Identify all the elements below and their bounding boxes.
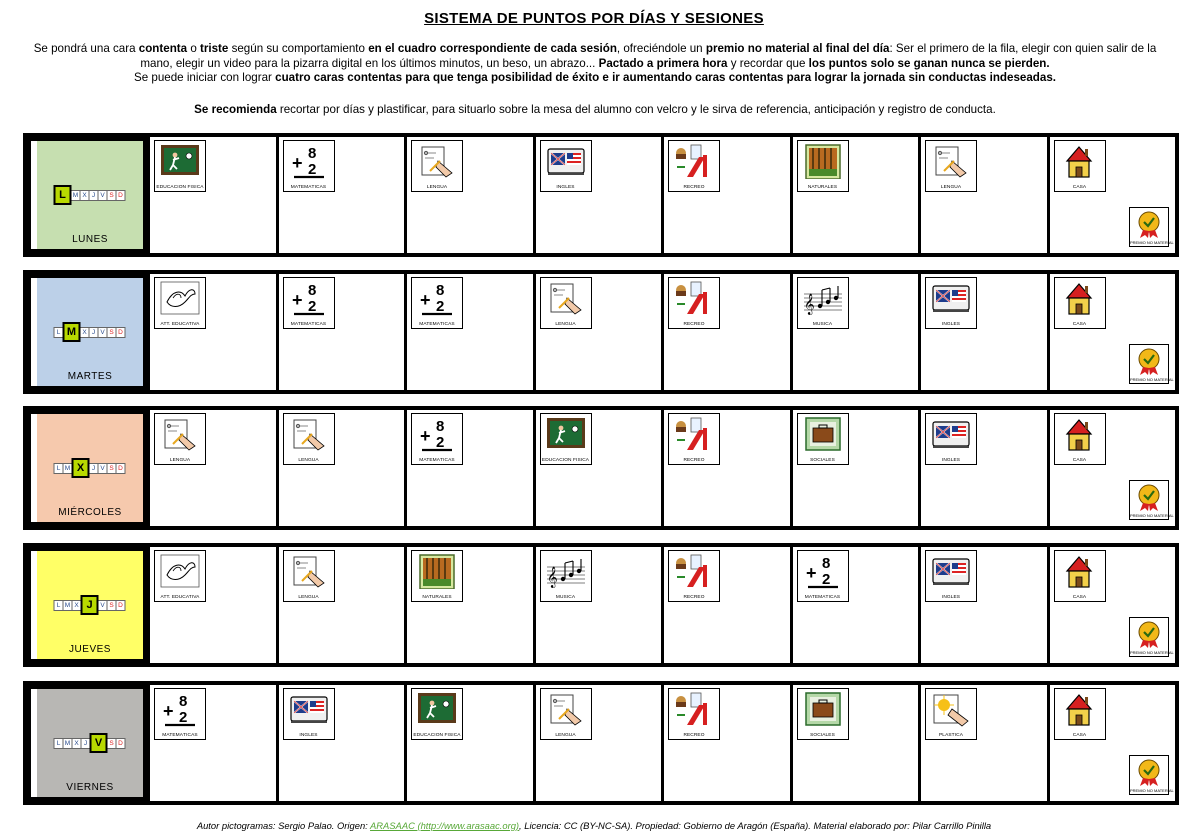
weekday-letter: X bbox=[72, 458, 90, 478]
session-cell[interactable] bbox=[793, 410, 919, 526]
art-pictogram-icon bbox=[925, 688, 977, 740]
pe-pictogram-icon bbox=[411, 688, 463, 740]
prize-label: PREMIO NO MATERIAL bbox=[1130, 240, 1174, 245]
pictogram-label: SOCIALES bbox=[810, 733, 835, 738]
pictogram-label: PLÁSTICA bbox=[939, 733, 963, 738]
pictogram-label: SOCIALES bbox=[810, 458, 835, 463]
nature-pictogram-icon bbox=[411, 550, 463, 602]
pictogram-label: EDUCACIÓN FÍSICA bbox=[541, 458, 590, 463]
prize-medal-icon bbox=[1129, 755, 1174, 795]
house-pictogram-icon bbox=[1054, 277, 1106, 329]
weekday-letter: S bbox=[107, 600, 117, 611]
dove-pictogram-icon bbox=[154, 550, 206, 602]
session-cell[interactable] bbox=[664, 137, 790, 253]
weekday-letter: L bbox=[54, 327, 64, 338]
weekday-letter: M bbox=[63, 738, 73, 749]
session-cell[interactable] bbox=[921, 274, 1047, 390]
pictogram-label: LENGUA bbox=[298, 595, 319, 600]
house-pictogram-icon bbox=[1054, 413, 1106, 465]
weekday-strip bbox=[55, 185, 126, 205]
instructions-paragraph: Se pondrá una cara contenta o triste según su comportamiento en el cuadro correspondiente de cada sesión, ofreciéndole un premio no material al final del día: Ser el primero de la fila, elegir con quien salir de la mano, elegir un video para la pizarra digital en los últimos minutos, un beso, un abrazo... Pactado a primera hora y recordar que los puntos solo se ganan nunca se pierden. Se puede iniciar con lograr cuatro caras contentas para que tenga posibilidad de éxito e ir aumentando caras contentas para lograr la jornada sin conductas indeseadas. bbox=[33, 42, 1157, 85]
day-label bbox=[27, 685, 147, 801]
weekday-letter: J bbox=[81, 595, 99, 615]
social-pictogram-icon bbox=[797, 688, 849, 740]
prize-label: PREMIO NO MATERIAL bbox=[1130, 788, 1174, 793]
weekday-letter: S bbox=[107, 327, 117, 338]
session-cell[interactable] bbox=[921, 137, 1047, 253]
svg-text:+: + bbox=[291, 153, 303, 173]
pictogram-label: MATEMÁTICAS bbox=[290, 185, 327, 190]
weekday-letter: L bbox=[54, 463, 64, 474]
weekday-letter: V bbox=[98, 190, 108, 201]
prize-medal-icon bbox=[1129, 480, 1174, 520]
session-cell[interactable] bbox=[921, 410, 1047, 526]
weekday-letter: V bbox=[98, 463, 108, 474]
pictogram-label: RECREO bbox=[683, 733, 705, 738]
weekday-letter: D bbox=[116, 327, 126, 338]
pictogram-label: CASA bbox=[1072, 595, 1087, 600]
session-cell[interactable] bbox=[536, 547, 662, 663]
pictogram-label: EDUCACIÓN FÍSICA bbox=[413, 733, 461, 738]
pictogram-label: LENGUA bbox=[426, 185, 448, 190]
pictogram-label: NATURALES bbox=[807, 185, 838, 190]
weekday-letter: L bbox=[54, 738, 64, 749]
session-cell[interactable] bbox=[1050, 547, 1176, 663]
pictogram-label: MATEMÁTICAS bbox=[804, 595, 841, 600]
pictogram-label: LENGUA bbox=[555, 733, 576, 738]
weekday-letter: X bbox=[80, 190, 90, 201]
house-pictogram-icon bbox=[1054, 550, 1106, 602]
pe-pictogram-icon bbox=[540, 413, 592, 465]
pictogram-label: LENGUA bbox=[940, 185, 962, 190]
weekday-letter: V bbox=[98, 327, 108, 338]
session-cell[interactable] bbox=[279, 274, 405, 390]
weekday-strip bbox=[55, 595, 126, 615]
weekday-letter: D bbox=[116, 190, 126, 201]
weekday-letter: J bbox=[89, 463, 99, 474]
pictogram-label: MÚSICA bbox=[812, 322, 833, 327]
pictogram-label: RECREO bbox=[683, 458, 705, 463]
svg-text:8: 8 bbox=[307, 282, 316, 299]
day-name: MIÉRCOLES bbox=[58, 507, 122, 518]
session-cell[interactable] bbox=[279, 685, 405, 801]
session-cell[interactable] bbox=[279, 410, 405, 526]
credits-footer: Autor pictogramas: Sergio Palao. Origen: ARASAAC (http://www.arasaac.org), Licencia: CC (BY-NC-SA). Propiedad: Gobierno de Aragón (España). Material elaborado por: Pilar Carrillo Pinilla bbox=[196, 820, 992, 831]
svg-text:8: 8 bbox=[307, 145, 316, 162]
day-name: JUEVES bbox=[69, 644, 111, 655]
pictogram-label: CASA bbox=[1072, 185, 1087, 190]
session-cell[interactable] bbox=[793, 137, 919, 253]
prize-medal-icon bbox=[1129, 207, 1174, 247]
session-cell[interactable] bbox=[1050, 137, 1176, 253]
pictogram-label: MATEMÁTICAS bbox=[162, 733, 198, 738]
session-cell[interactable] bbox=[793, 547, 919, 663]
session-cell[interactable] bbox=[1050, 410, 1176, 526]
day-row-miércoles bbox=[23, 406, 1179, 530]
pictogram-label: MÚSICA bbox=[555, 595, 576, 600]
session-cell[interactable] bbox=[921, 547, 1047, 663]
session-cell[interactable] bbox=[407, 685, 533, 801]
session-cell[interactable] bbox=[1050, 685, 1176, 801]
session-cell[interactable] bbox=[921, 685, 1047, 801]
weekday-letter: M bbox=[63, 463, 73, 474]
prize-label: PREMIO NO MATERIAL bbox=[1130, 650, 1174, 655]
svg-text:2: 2 bbox=[436, 434, 445, 451]
weekday-letter: M bbox=[71, 190, 81, 201]
recess-pictogram-icon bbox=[668, 688, 720, 740]
weekday-letter: J bbox=[89, 327, 99, 338]
pictogram-label: NATURALES bbox=[422, 595, 452, 600]
weekday-letter: X bbox=[80, 327, 90, 338]
pictogram-label: RECREO bbox=[683, 595, 705, 600]
pictogram-label: CASA bbox=[1072, 458, 1087, 463]
pictogram-label: INGLÉS bbox=[299, 733, 318, 738]
svg-text:8: 8 bbox=[821, 555, 830, 572]
day-row-viernes bbox=[23, 681, 1179, 805]
svg-text:+: + bbox=[420, 426, 431, 446]
pictogram-label: CASA bbox=[1072, 733, 1087, 738]
nature-pictogram-icon bbox=[797, 140, 849, 192]
math-pictogram-icon bbox=[283, 140, 335, 192]
weekday-letter: V bbox=[98, 600, 108, 611]
day-name: VIERNES bbox=[66, 782, 114, 793]
svg-text:+: + bbox=[291, 290, 303, 310]
day-name: MARTES bbox=[67, 371, 113, 382]
weekday-letter: D bbox=[116, 738, 126, 749]
svg-text:+: + bbox=[163, 701, 174, 721]
prize-medal-icon bbox=[1129, 344, 1174, 384]
pictogram-label: ATT. EDUCATIVA bbox=[160, 322, 200, 327]
weekday-letter: M bbox=[63, 600, 73, 611]
session-cell[interactable] bbox=[536, 137, 662, 253]
arasaac-link[interactable]: ARASAAC (http://www.arasaac.org) bbox=[370, 820, 520, 831]
weekday-letter: S bbox=[107, 463, 117, 474]
session-cell[interactable] bbox=[664, 410, 790, 526]
pictogram-label: MATEMÁTICAS bbox=[290, 322, 327, 327]
recommendation-paragraph: Se recomienda recortar por días y plastificar, para situarlo sobre la mesa del alumno con velcro y le sirva de referencia, anticipación y registro de conducta. bbox=[194, 103, 996, 116]
day-label bbox=[27, 137, 147, 253]
weekday-letter: M bbox=[63, 322, 81, 342]
write-pictogram-icon bbox=[540, 277, 592, 329]
pe-pictogram-icon bbox=[154, 140, 206, 192]
session-cell[interactable] bbox=[279, 547, 405, 663]
house-pictogram-icon bbox=[1054, 140, 1106, 192]
session-cell[interactable] bbox=[664, 547, 790, 663]
svg-text:+: + bbox=[420, 290, 431, 310]
math-pictogram-icon bbox=[154, 688, 206, 740]
session-cell[interactable] bbox=[536, 685, 662, 801]
svg-text:𝄞: 𝄞 bbox=[546, 567, 558, 588]
math-pictogram-icon bbox=[283, 277, 335, 329]
flag-pictogram-icon bbox=[540, 140, 592, 192]
session-cell[interactable] bbox=[150, 274, 276, 390]
pictogram-label: EDUCACIÓN FÍSICA bbox=[156, 185, 204, 190]
recess-pictogram-icon bbox=[668, 550, 720, 602]
math-pictogram-icon bbox=[411, 277, 463, 329]
write-pictogram-icon bbox=[283, 413, 335, 465]
session-cell[interactable] bbox=[407, 137, 533, 253]
svg-text:2: 2 bbox=[436, 298, 445, 315]
prize-label: PREMIO NO MATERIAL bbox=[1130, 377, 1174, 382]
flag-pictogram-icon bbox=[283, 688, 335, 740]
pictogram-label: LENGUA bbox=[169, 458, 191, 463]
weekday-letter: X bbox=[72, 600, 82, 611]
pictogram-label: MATEMÁTICAS bbox=[419, 458, 455, 463]
weekday-letter: V bbox=[90, 733, 108, 753]
day-row-lunes bbox=[23, 133, 1179, 257]
weekday-letter: L bbox=[54, 600, 64, 611]
session-cell[interactable] bbox=[664, 274, 790, 390]
session-cell[interactable] bbox=[150, 137, 276, 253]
recess-pictogram-icon bbox=[668, 413, 720, 465]
session-cell[interactable] bbox=[150, 685, 276, 801]
write-pictogram-icon bbox=[411, 140, 463, 192]
session-cell[interactable] bbox=[536, 274, 662, 390]
pictogram-label: INGLÉS bbox=[941, 595, 961, 600]
flag-pictogram-icon bbox=[925, 413, 977, 465]
day-row-martes bbox=[23, 270, 1179, 394]
write-pictogram-icon bbox=[154, 413, 206, 465]
write-pictogram-icon bbox=[540, 688, 592, 740]
svg-text:2: 2 bbox=[821, 571, 830, 588]
day-name: LUNES bbox=[72, 234, 108, 245]
math-pictogram-icon bbox=[411, 413, 463, 465]
page-title: SISTEMA DE PUNTOS POR DÍAS Y SESIONES bbox=[424, 10, 764, 27]
pictogram-label: LENGUA bbox=[555, 322, 576, 327]
session-cell[interactable] bbox=[279, 137, 405, 253]
pictogram-label: ATT. EDUCATIVA bbox=[160, 595, 200, 600]
weekday-letter: L bbox=[54, 185, 72, 205]
session-cell[interactable] bbox=[150, 547, 276, 663]
session-cell[interactable] bbox=[536, 410, 662, 526]
weekday-letter: S bbox=[107, 190, 117, 201]
session-cell[interactable] bbox=[407, 410, 533, 526]
pictogram-label: RECREO bbox=[683, 322, 705, 327]
flag-pictogram-icon bbox=[925, 277, 977, 329]
music-pictogram-icon bbox=[540, 550, 592, 602]
session-cell[interactable] bbox=[150, 410, 276, 526]
dove-pictogram-icon bbox=[154, 277, 206, 329]
session-cell[interactable] bbox=[1050, 274, 1176, 390]
pictogram-label: LENGUA bbox=[298, 458, 319, 463]
svg-text:2: 2 bbox=[307, 161, 316, 178]
house-pictogram-icon bbox=[1054, 688, 1106, 740]
write-pictogram-icon bbox=[283, 550, 335, 602]
weekday-letter: D bbox=[116, 600, 126, 611]
social-pictogram-icon bbox=[797, 413, 849, 465]
pictogram-label: RECREO bbox=[683, 185, 705, 190]
weekday-letter: D bbox=[116, 463, 126, 474]
weekday-strip bbox=[55, 322, 126, 342]
pictogram-label: CASA bbox=[1072, 322, 1087, 327]
weekday-letter: X bbox=[72, 738, 82, 749]
session-cell[interactable] bbox=[664, 685, 790, 801]
day-label bbox=[27, 274, 147, 390]
svg-text:2: 2 bbox=[307, 298, 316, 315]
session-cell[interactable] bbox=[793, 685, 919, 801]
pictogram-label: INGLÉS bbox=[941, 322, 961, 327]
pictogram-label: INGLÉS bbox=[941, 458, 961, 463]
session-cell[interactable] bbox=[793, 274, 919, 390]
day-row-jueves bbox=[23, 543, 1179, 667]
day-label bbox=[27, 410, 147, 526]
weekday-letter: S bbox=[107, 738, 117, 749]
weekday-strip bbox=[55, 458, 126, 478]
session-cell[interactable] bbox=[407, 547, 533, 663]
session-cell[interactable] bbox=[407, 274, 533, 390]
prize-label: PREMIO NO MATERIAL bbox=[1130, 513, 1174, 518]
day-label bbox=[27, 547, 147, 663]
write-pictogram-icon bbox=[925, 140, 977, 192]
recess-pictogram-icon bbox=[668, 277, 720, 329]
svg-text:8: 8 bbox=[436, 418, 445, 435]
weekday-strip bbox=[55, 733, 126, 753]
svg-text:8: 8 bbox=[179, 693, 188, 710]
flag-pictogram-icon bbox=[925, 550, 977, 602]
prize-medal-icon bbox=[1129, 617, 1174, 657]
svg-text:8: 8 bbox=[436, 282, 445, 299]
svg-text:+: + bbox=[805, 563, 817, 583]
math-pictogram-icon bbox=[797, 550, 849, 602]
weekday-letter: J bbox=[89, 190, 99, 201]
music-pictogram-icon bbox=[797, 277, 849, 329]
svg-text:𝄞: 𝄞 bbox=[803, 294, 815, 315]
weekday-letter: J bbox=[81, 738, 91, 749]
recess-pictogram-icon bbox=[668, 140, 720, 192]
svg-text:2: 2 bbox=[179, 709, 188, 726]
pictogram-label: INGLÉS bbox=[556, 185, 575, 190]
pictogram-label: MATEMÁTICAS bbox=[419, 322, 455, 327]
